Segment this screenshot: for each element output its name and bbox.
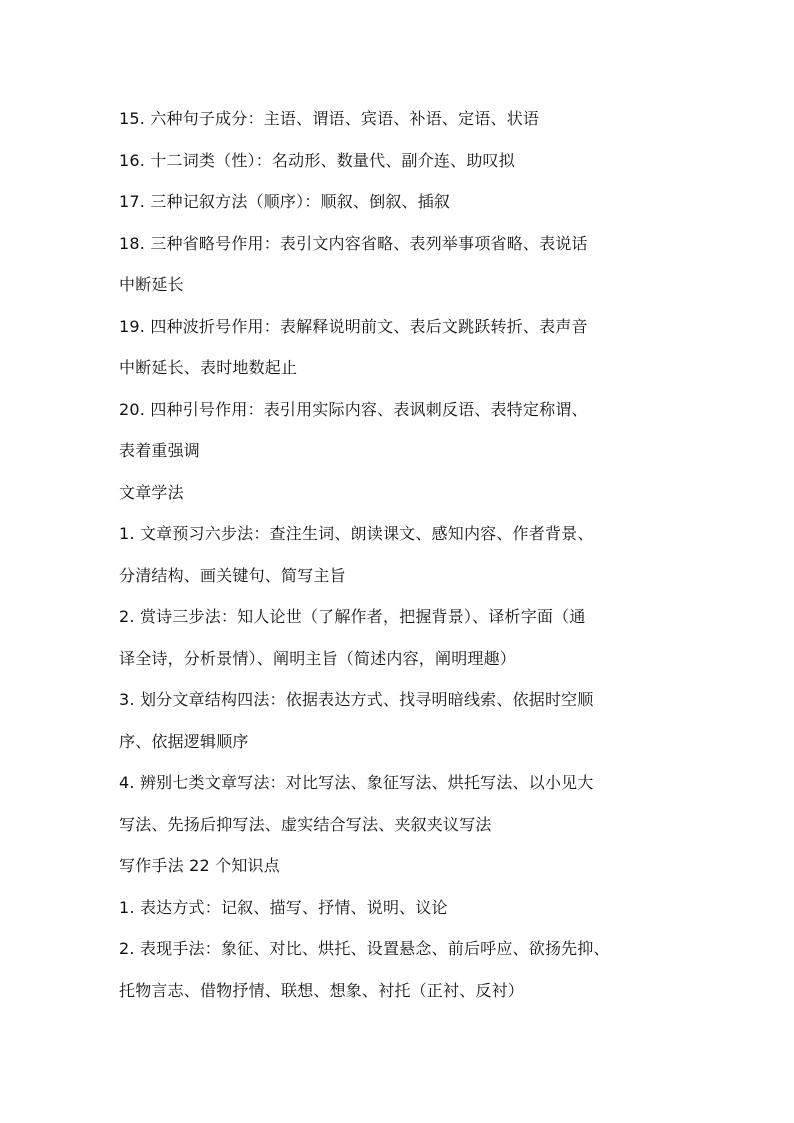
method-3-structure-division: 3. 划分文章结构四法：依据表达方式、找寻明暗线索、依据时空顺: [119, 690, 594, 709]
writing-2-presentation-techniques: 2. 表现手法：象征、对比、烘托、设置悬念、前后呼应、欲扬先抑、: [119, 939, 610, 958]
item-20-quotation-usage: 20. 四种引号作用：表引用实际内容、表讽刺反语、表特定称谓、: [119, 399, 588, 419]
item-16-word-classes: 16. 十二词类（性）：名动形、数量代、副介连、助叹拟: [119, 150, 515, 170]
item-17-narrative-methods: 17. 三种记叙方法（顺序）：顺叙、倒叙、插叙: [119, 192, 451, 211]
item-19-continuation: 中断延长、表时地数起止: [119, 358, 298, 377]
item-15-sentence-components: 15. 六种句子成分：主语、谓语、宾语、补语、定语、状语: [119, 109, 540, 128]
writing-1-expression-modes: 1. 表达方式：记叙、描写、抒情、说明、议论: [119, 897, 448, 917]
section-heading-reading-methods: 文章学法: [119, 482, 184, 502]
method-2-continuation: 译全诗，分析景情）、阐明主旨（简述内容，阐明理趣）: [119, 648, 517, 668]
method-4-continuation: 写法、先扬后抑写法、虚实结合写法、夹叙夹议写法: [119, 814, 492, 834]
item-19-dash-usage: 19. 四种波折号作用：表解释说明前文、表后文跳跃转折、表声音: [119, 316, 588, 336]
item-18-continuation: 中断延长: [119, 275, 184, 294]
section-heading-writing-techniques: 写作手法 22 个知识点: [119, 856, 280, 875]
method-1-continuation: 分清结构、画关键句、简写主旨: [119, 565, 346, 585]
item-20-continuation: 表着重强调: [119, 441, 201, 460]
item-18-ellipsis-usage: 18. 三种省略号作用：表引文内容省略、表列举事项省略、表说话: [119, 233, 588, 253]
document-body: [119, 103, 689, 1016]
method-2-poetry-appreciation: 2. 赏诗三步法：知人论世（了解作者，把握背景）、译析字面（通: [119, 607, 586, 626]
method-4-writing-techniques: 4. 辨别七类文章写法：对比写法、象征写法、烘托写法、以小见大: [119, 773, 594, 792]
method-1-preview-steps: 1. 文章预习六步法：查注生词、朗读课文、感知内容、作者背景、: [119, 524, 594, 543]
writing-2-continuation: 托物言志、借物抒情、联想、想象、衬托（正衬、反衬）: [119, 980, 525, 1000]
method-3-continuation: 序、依据逻辑顺序: [119, 731, 249, 751]
